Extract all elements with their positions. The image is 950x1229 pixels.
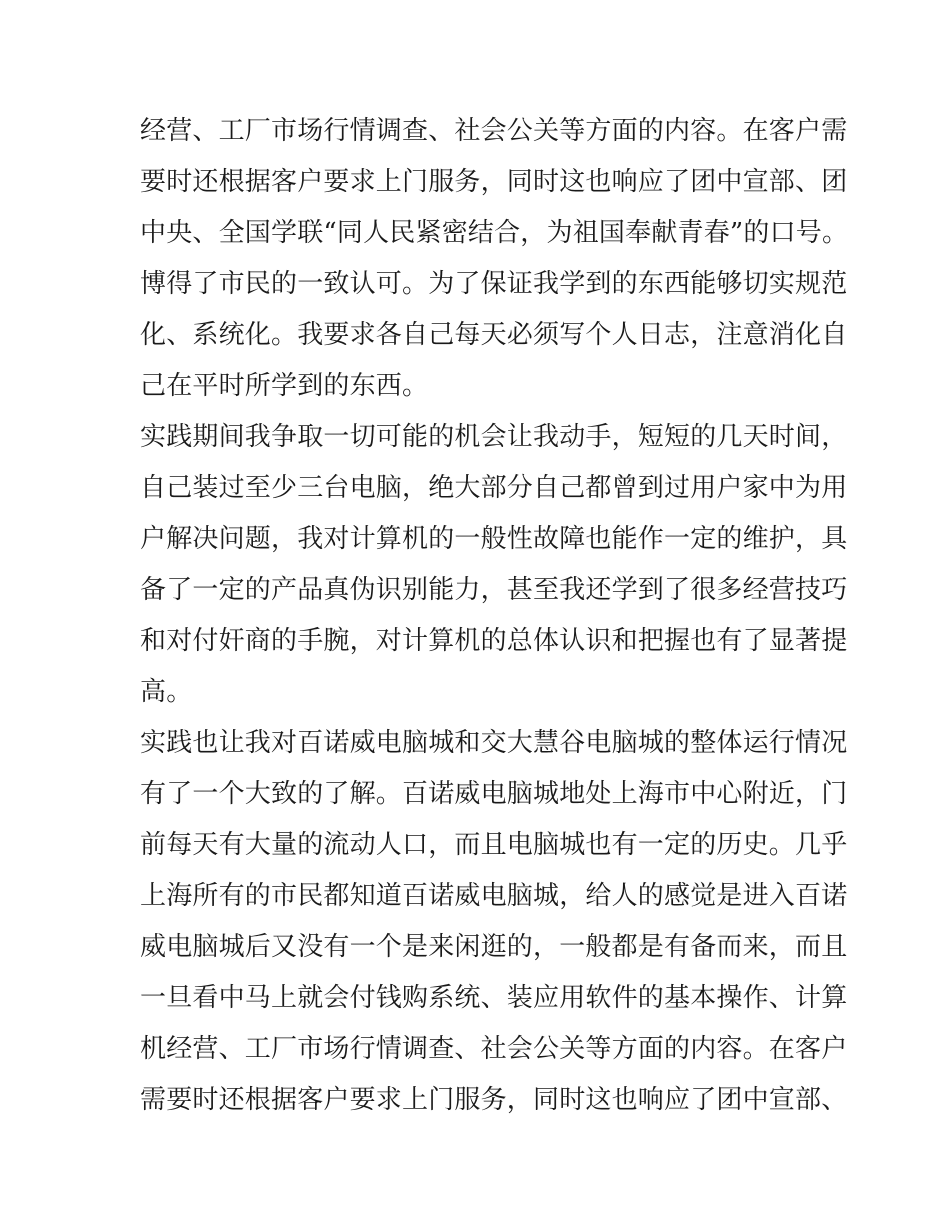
- text-line: 自己装过至少三台电脑，绝大部分自己都曾到过用户家中为用: [140, 473, 848, 503]
- text-line: 要时还根据客户要求上门服务，同时这也响应了团中宣部、团: [140, 167, 848, 197]
- text-line: 实践也让我对百诺威电脑城和交大慧谷电脑城的整体运行情况: [140, 728, 848, 758]
- text-line: 户解决问题，我对计算机的一般性故障也能作一定的维护，具: [140, 524, 848, 554]
- text-line: 备了一定的产品真伪识别能力，甚至我还学到了很多经营技巧: [140, 575, 848, 605]
- text-line: 博得了市民的一致认可。为了保证我学到的东西能够切实规范: [140, 269, 848, 299]
- text-line: 经营、工厂市场行情调查、社会公关等方面的内容。在客户需: [140, 116, 848, 146]
- text-line: 有了一个大致的了解。百诺威电脑城地处上海市中心附近，门: [140, 779, 848, 809]
- text-line: 前每天有大量的流动人口，而且电脑城也有一定的历史。几乎: [140, 830, 848, 860]
- text-line: 高。: [140, 677, 193, 707]
- text-line: 和对付奸商的手腕，对计算机的总体认识和把握也有了显著提: [140, 626, 848, 656]
- text-line: 威电脑城后又没有一个是来闲逛的，一般都是有备而来，而且: [140, 932, 848, 962]
- body-text: [140, 106, 849, 1126]
- text-line: 上海所有的市民都知道百诺威电脑城，给人的感觉是进入百诺: [140, 881, 848, 911]
- text-line: 化、系统化。我要求各自己每天必须写个人日志，注意消化自: [140, 320, 848, 350]
- text-line: 己在平时所学到的东西。: [140, 371, 429, 401]
- text-line: 实践期间我争取一切可能的机会让我动手，短短的几天时间，: [140, 422, 848, 452]
- text-line: 需要时还根据客户要求上门服务，同时这也响应了团中宣部、: [140, 1085, 848, 1115]
- text-line: 中央、全国学联“同人民紧密结合，为祖国奉献青春”的口号。: [140, 218, 849, 248]
- text-line: 机经营、工厂市场行情调查、社会公关等方面的内容。在客户: [140, 1034, 848, 1064]
- text-line: 一旦看中马上就会付钱购系统、装应用软件的基本操作、计算: [140, 983, 848, 1013]
